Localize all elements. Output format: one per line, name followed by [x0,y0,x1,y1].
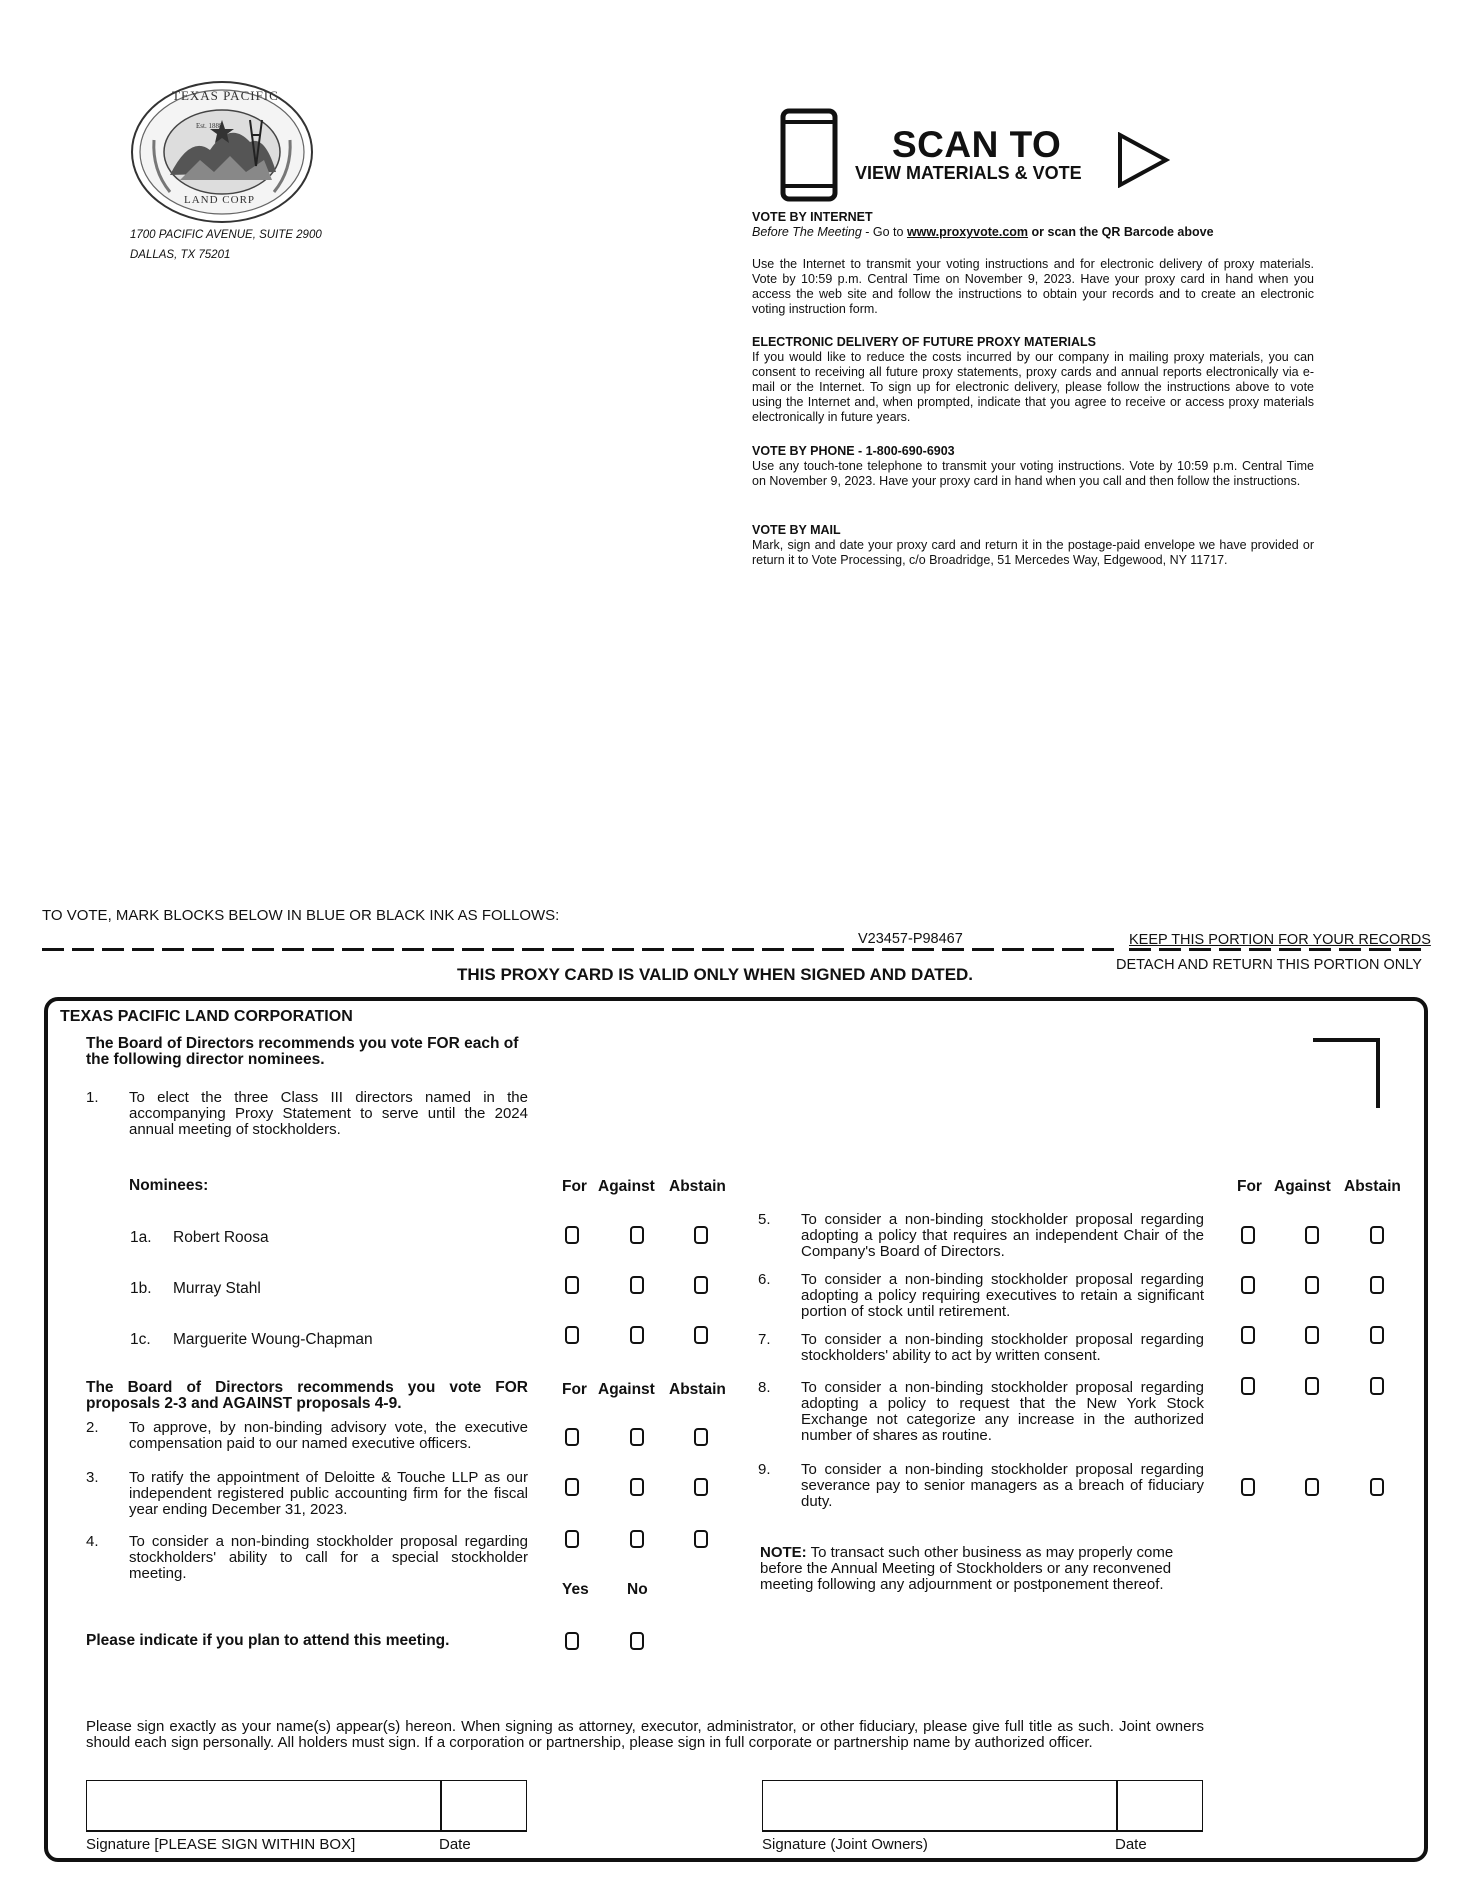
signature-2-label: Signature (Joint Owners) [762,1836,928,1853]
date-1-label: Date [439,1836,471,1853]
checkbox-1c-for[interactable] [565,1326,579,1344]
col-abstain-left: Abstain [669,1178,726,1195]
detach-dash [102,948,124,951]
detach-dash [192,948,214,951]
detach-dash [972,948,994,951]
checkbox-9-abstain[interactable] [1370,1478,1384,1496]
scan-subtitle: VIEW MATERIALS & VOTE [855,163,1082,183]
checkbox-2-for[interactable] [565,1428,579,1446]
detach-dash [942,948,964,951]
checkbox-2-against[interactable] [630,1428,644,1446]
proposal-text: To consider a non-binding stockholder proposal regarding adopting a policy requiring executives to retain a significant portion of stock until retirement. [801,1271,1204,1320]
detach-dash [492,948,514,951]
attend-question: Please indicate if you plan to attend this meeting. [86,1632,450,1649]
detach-dash [282,948,304,951]
checkbox-3-for[interactable] [565,1478,579,1496]
detach-dash [672,948,694,951]
detach-dash [912,948,934,951]
detach-dash [612,948,634,951]
detach-dash [762,948,784,951]
detach-dash [792,948,814,951]
checkbox-1c-against[interactable] [630,1326,644,1344]
checkbox-4-for[interactable] [565,1530,579,1548]
scan-title: SCAN TO [892,124,1062,165]
checkbox-7-abstain[interactable] [1370,1326,1384,1344]
nominee-number: 1c. [130,1331,151,1348]
checkbox-9-against[interactable] [1305,1478,1319,1496]
board-recommendation-1: The Board of Directors recommends you vote FOR each of the following director nominees. [86,1035,519,1068]
checkbox-6-for[interactable] [1241,1276,1255,1294]
detach-dash [222,948,244,951]
checkbox-7-against[interactable] [1305,1326,1319,1344]
col-against-left: Against [598,1178,655,1195]
checkbox-1b-for[interactable] [565,1276,579,1294]
checkbox-1b-abstain[interactable] [694,1276,708,1294]
goto-text: - Go to [861,225,907,239]
signature-box-1[interactable] [86,1780,527,1832]
checkbox-5-abstain[interactable] [1370,1226,1384,1244]
before-meeting-label: Before The Meeting [752,225,862,239]
nominee-row [130,1331,373,1349]
checkbox-8-against[interactable] [1305,1377,1319,1395]
checkbox-1b-against[interactable] [630,1276,644,1294]
checkbox-attend-yes[interactable] [565,1632,579,1650]
proposal-text: To consider a non-binding stockholder proposal regarding stockholders' ability to call for a special stockholder meeting. [129,1533,528,1582]
checkbox-5-against[interactable] [1305,1226,1319,1244]
detach-dash [1339,948,1361,951]
nominee-number: 1a. [130,1229,152,1246]
checkbox-6-abstain[interactable] [1370,1276,1384,1294]
checkbox-7-for[interactable] [1241,1326,1255,1344]
proposal-text: To ratify the appointment of Deloitte & Touche LLP as our independent registered public accounting firm for the fiscal year ending December 31, 2023. [129,1469,528,1518]
nominee-row [130,1280,261,1298]
phone-icon [780,108,838,207]
vote-mail-heading: VOTE BY MAIL [752,523,841,537]
detach-dash [162,948,184,951]
detach-dash [1309,948,1331,951]
board-recommendation-2: The Board of Directors recommends you vote FOR proposals 2-3 and AGAINST proposals 4-9. [86,1379,528,1412]
checkbox-attend-no[interactable] [630,1632,644,1650]
keep-portion-text: KEEP THIS PORTION FOR YOUR RECORDS [1129,932,1431,948]
corner-mark [1313,1038,1380,1108]
proposal-text: To approve, by non-binding advisory vote, the executive compensation paid to our named executive officers. [129,1419,528,1452]
mark-instruction: TO VOTE, MARK BLOCKS BELOW IN BLUE OR BLACK INK AS FOLLOWS: [42,907,560,924]
checkbox-4-against[interactable] [630,1530,644,1548]
address-line-1: 1700 PACIFIC AVENUE, SUITE 2900 [130,229,322,241]
yes-label: Yes [562,1581,589,1598]
detach-dash [252,948,274,951]
detach-dash [312,948,334,951]
vote-internet-line [752,225,1214,240]
detach-dash [1062,948,1084,951]
proposal-text: To consider a non-binding stockholder proposal regarding adopting a policy to request that the New York Stock Exchange not categorize any increase in the authorized number of shares as routine. [801,1379,1204,1444]
detach-dash [1159,948,1181,951]
nominee-name: Murray Stahl [173,1280,261,1297]
nominees-label: Nominees: [129,1177,209,1194]
proposal-number: 8. [758,1379,771,1396]
checkbox-1a-for[interactable] [565,1226,579,1244]
address-line-2: DALLAS, TX 75201 [130,249,231,261]
detach-dash [1369,948,1391,951]
detach-return-text: DETACH AND RETURN THIS PORTION ONLY [1116,957,1422,973]
checkbox-6-against[interactable] [1305,1276,1319,1294]
detach-dash [1129,948,1151,951]
checkbox-2-abstain[interactable] [694,1428,708,1446]
proposal-number: 7. [758,1331,771,1348]
detach-dash [582,948,604,951]
detach-dash [132,948,154,951]
note-text: To transact such other business as may properly come before the Annual Meeting of Stockholders or any reconvened meeting following any adjournment or postponement thereof. [760,1544,1174,1593]
detach-dash [1219,948,1241,951]
proposal-number: 2. [86,1419,99,1436]
checkbox-1c-abstain[interactable] [694,1326,708,1344]
col-for-right: For [1237,1178,1262,1195]
detach-dash [462,948,484,951]
note [760,1545,1204,1593]
checkbox-8-abstain[interactable] [1370,1377,1384,1395]
company-seal-est: Est. 1888 [196,122,223,130]
proxyvote-link[interactable]: www.proxyvote.com [906,225,1029,239]
nominee-name: Robert Roosa [173,1229,269,1246]
detach-dash [522,948,544,951]
checkbox-9-for[interactable] [1241,1478,1255,1496]
company-seal-text-top: TEXAS PACIFIC [172,88,279,103]
detach-dash [402,948,424,951]
checkbox-4-abstain[interactable] [694,1530,708,1548]
col-against-right: Against [1274,1178,1331,1195]
detach-dash [42,948,64,951]
detach-dash [1249,948,1271,951]
checkbox-8-for[interactable] [1241,1377,1255,1395]
proposal-text: To consider a non-binding stockholder proposal regarding severance pay to senior managers as a breach of fiduciary duty. [801,1461,1204,1510]
detach-dash [1032,948,1054,951]
vote-phone-body: Use any touch-tone telephone to transmit your voting instructions. Vote by 10:59 p.m. Central Time on November 9, 2023. Have your proxy card in hand when you call and then follow the instructions. [752,459,1314,488]
play-arrow-icon [1116,132,1170,193]
col-for-left: For [562,1178,587,1195]
vote-phone-heading: VOTE BY PHONE - 1-800-690-6903 [752,444,955,458]
company-name: TEXAS PACIFIC LAND CORPORATION [60,1008,353,1025]
proposal-1-text: To elect the three Class III directors named in the accompanying Proxy Statement to serve until the 2024 annual meeting of stockholders. [129,1089,528,1138]
detach-dash [732,948,754,951]
note-label: NOTE: [760,1544,807,1561]
date-2-label: Date [1115,1836,1147,1853]
detach-dash [1002,948,1024,951]
valid-only-notice: THIS PROXY CARD IS VALID ONLY WHEN SIGNED AND DATED. [457,965,974,984]
vote-internet-body: Use the Internet to transmit your voting instructions and for electronic delivery of proxy materials. Vote by 10:59 p.m. Central Time on November 9, 2023. Have your proxy card in hand when you access the web site and follow the instructions to obtain your records and to create an electronic voting instruction form. [752,257,1314,316]
sign-instruction: Please sign exactly as your name(s) appear(s) hereon. When signing as attorney, executor, administrator, or other fiduciary, please give full title as such. Joint owners should each sign personally. All holders must sign. If a corporation or partnership, please sign in full corporate or partnership name by authorized officer. [86,1718,1204,1751]
detach-dash [1189,948,1211,951]
detach-dash [552,948,574,951]
detach-dash [1399,948,1421,951]
checkbox-1a-abstain[interactable] [694,1226,708,1244]
qr-text: or scan the QR Barcode above [1028,225,1214,239]
company-seal-text-bottom: LAND CORP [184,194,256,206]
detach-dash [852,948,874,951]
signature-box-2[interactable] [762,1780,1203,1832]
detach-dash [432,948,454,951]
electronic-delivery-body: If you would like to reduce the costs incurred by our company in mailing proxy materials, you can consent to receiving all future proxy statements, proxy cards and annual reports electronically via e-mail or the Internet. To sign up for electronic delivery, please follow the instructions above to vote using the Internet and, when prompted, indicate that you agree to receive or access proxy materials electronically in future years. [752,350,1314,424]
signature-1-label: Signature [PLEASE SIGN WITHIN BOX] [86,1836,356,1853]
detach-dash [1092,948,1114,951]
checkbox-3-against[interactable] [630,1478,644,1496]
signature-date-divider [440,1781,442,1830]
proposal-number: 6. [758,1271,771,1288]
col-against-left-2: Against [598,1381,655,1398]
detach-dash [342,948,364,951]
nominee-number: 1b. [130,1280,152,1297]
checkbox-5-for[interactable] [1241,1226,1255,1244]
nominee-row [130,1229,269,1247]
proposal-number: 4. [86,1533,99,1550]
detach-dash [1279,948,1301,951]
checkbox-1a-against[interactable] [630,1226,644,1244]
detach-dash [372,948,394,951]
nominee-name: Marguerite Woung-Chapman [173,1331,373,1348]
signature-date-divider [1116,1781,1118,1830]
no-label: No [627,1581,648,1598]
detach-dash [822,948,844,951]
proposal-text: To consider a non-binding stockholder proposal regarding adopting a policy that requires an independent Chair of the Company's Board of Directors. [801,1211,1204,1260]
proposal-number: 3. [86,1469,99,1486]
detach-dash [882,948,904,951]
electronic-delivery-heading: ELECTRONIC DELIVERY OF FUTURE PROXY MATERIALS [752,335,1097,349]
col-for-left-2: For [562,1381,587,1398]
col-abstain-right: Abstain [1344,1178,1401,1195]
detach-dash [702,948,724,951]
vote-mail-body: Mark, sign and date your proxy card and return it in the postage-paid envelope we have provided or return it to Vote Processing, c/o Broadridge, 51 Mercedes Way, Edgewood, NY 11717. [752,538,1314,567]
detach-dash [72,948,94,951]
checkbox-3-abstain[interactable] [694,1478,708,1496]
proposal-number: 9. [758,1461,771,1478]
proposal-number: 5. [758,1211,771,1228]
detach-dash [642,948,664,951]
control-number: V23457-P98467 [858,931,963,947]
proposal-text: To consider a non-binding stockholder proposal regarding stockholders' ability to act by written consent. [801,1331,1204,1364]
proposal-1-number: 1. [86,1089,99,1106]
vote-internet-heading: VOTE BY INTERNET [752,210,873,224]
col-abstain-left-2: Abstain [669,1381,726,1398]
